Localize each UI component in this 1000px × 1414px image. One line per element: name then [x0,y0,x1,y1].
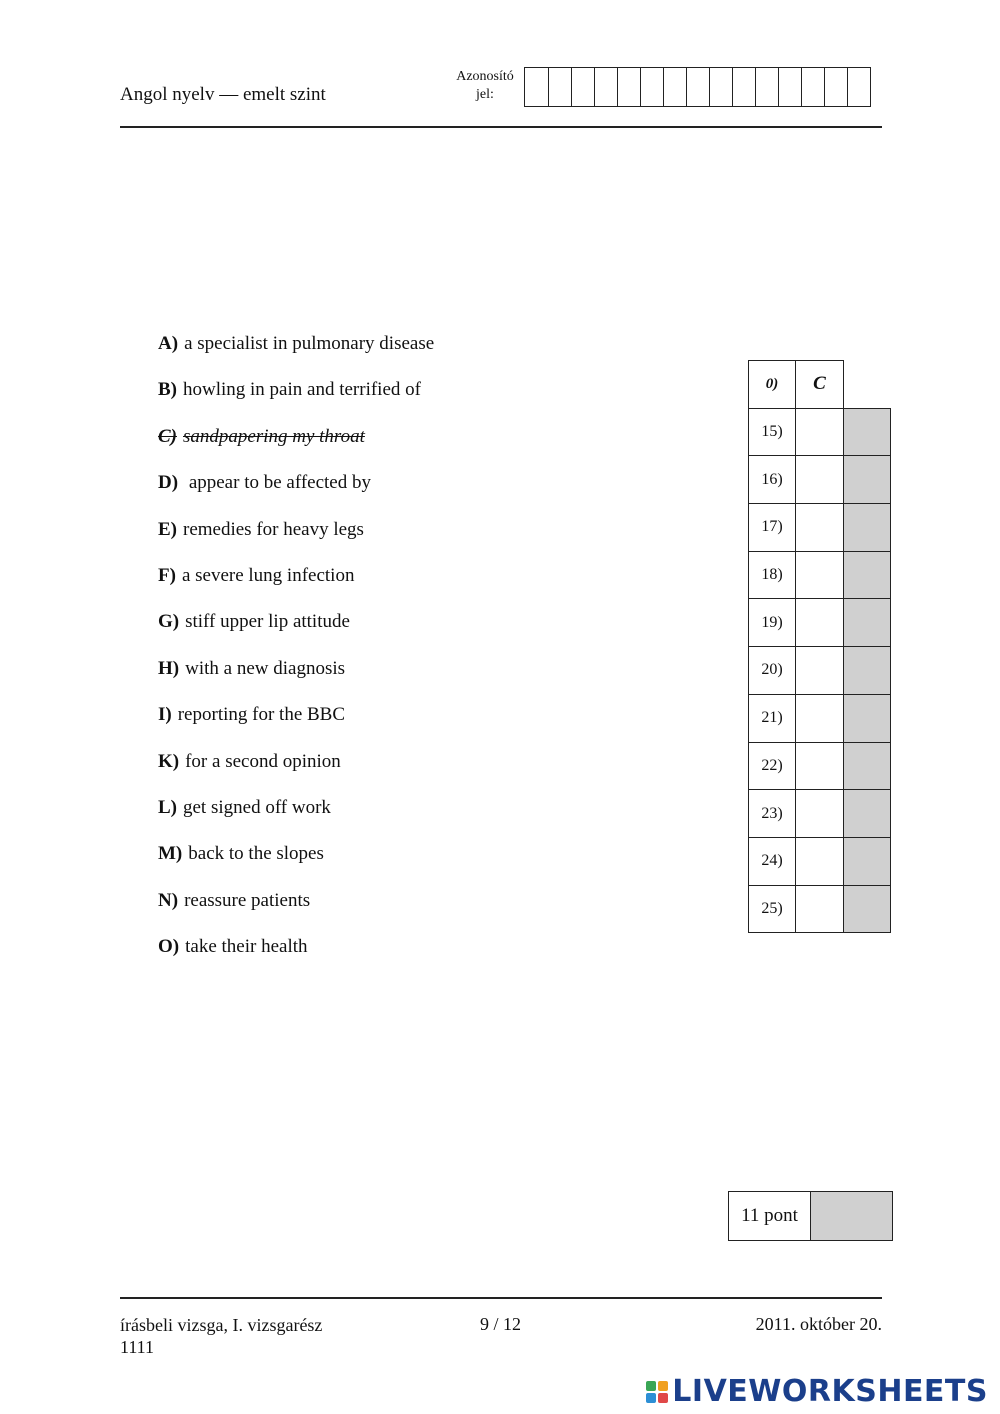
answer-row [748,552,891,600]
answer-cell[interactable] [795,551,844,600]
option-letter: M) [158,843,183,865]
answer-cell[interactable] [795,598,844,647]
answer-row-number: 0) [748,360,796,409]
id-code-boxes[interactable] [524,67,871,107]
id-code-box[interactable] [525,68,548,106]
header-rule [120,126,882,128]
option-item [158,332,434,356]
answer-row-number: 19) [748,598,796,647]
option-item [158,889,310,913]
score-cell [843,646,891,695]
score-cell [843,598,891,647]
answer-row-number: 17) [748,503,796,552]
option-letter: I) [158,704,172,726]
answer-cell[interactable] [795,742,844,791]
option-text: a specialist in pulmonary disease [184,333,435,354]
answer-row-number: 16) [748,455,796,504]
id-code-box[interactable] [548,68,571,106]
id-code-box[interactable] [755,68,778,106]
points-score-cell [811,1192,892,1240]
answer-cell[interactable] [795,455,844,504]
option-text: for a second opinion [185,750,341,772]
brand-icon-square [658,1393,668,1403]
option-letter: C) [158,425,177,447]
option-text: howling in pain and terrified of [183,379,421,401]
score-cell [843,551,891,600]
brand-name: LIVEWORKSHEETS [672,1374,988,1409]
answer-row [748,886,891,934]
score-cell [843,885,891,934]
score-cell [843,789,891,838]
option-text: a severe lung infection [181,565,355,586]
option-item [158,425,365,449]
answer-row [748,456,891,504]
option-letter: N) [158,889,179,911]
id-code-box[interactable] [640,68,663,106]
points-box [728,1191,893,1241]
option-text: appear to be affected by [184,472,371,494]
option-item [158,842,324,866]
answer-row-number: 20) [748,646,796,695]
answer-row-number: 23) [748,789,796,838]
answer-row-example [748,361,891,409]
id-code-box[interactable] [732,68,755,106]
id-label [446,68,524,104]
id-code-box[interactable] [847,68,870,106]
option-item [158,703,345,727]
header-title: Angol nyelv — emelt szint [120,84,326,105]
id-code-box[interactable] [709,68,732,106]
id-code-box[interactable] [571,68,594,106]
answer-row-number: 18) [748,551,796,600]
answer-cell: C [795,360,844,409]
answer-row [748,838,891,886]
brand-icon-square [646,1393,656,1403]
option-letter: A) [158,333,179,354]
footer-rule [120,1297,882,1299]
answer-row-number: 25) [748,885,796,934]
option-letter: F) [158,565,176,586]
score-cell [843,742,891,791]
answer-cell[interactable] [795,837,844,886]
option-text: back to the slopes [188,843,324,865]
score-cell [843,694,891,743]
footer-exam-info [120,1314,322,1358]
answer-row [748,743,891,791]
brand-icon-square [646,1381,656,1391]
option-item [158,564,354,588]
option-text: get signed off work [183,797,331,818]
answer-cell[interactable] [795,503,844,552]
option-text: sandpapering my throat [183,425,365,447]
option-letter: O) [158,936,180,958]
option-letter: D) [158,472,179,494]
option-item [158,471,371,495]
answer-row [748,790,891,838]
score-cell [843,837,891,886]
option-text: with a new diagnosis [185,657,346,679]
answer-row [748,504,891,552]
answer-cell[interactable] [795,694,844,743]
points-label: 11 pont [729,1192,811,1240]
answer-cell[interactable] [795,789,844,838]
answer-row [748,647,891,695]
option-letter: E) [158,518,177,540]
id-label-line2: jel: [476,87,494,102]
footer-exam-part: írásbeli vizsga, I. vizsgarész [120,1315,323,1335]
option-letter: K) [158,750,180,772]
option-item [158,657,345,681]
option-item [158,935,308,959]
id-code-box[interactable] [824,68,847,106]
option-letter: H) [158,657,180,679]
id-code-box[interactable] [594,68,617,106]
option-item [158,378,421,402]
option-letter: L) [158,797,177,818]
answer-row [748,599,891,647]
footer-exam-code: 1111 [120,1337,154,1357]
option-item [158,750,341,774]
answer-grid [748,361,891,933]
option-text: reporting for the BBC [177,704,346,726]
option-text: remedies for heavy legs [183,518,364,540]
liveworksheets-logo[interactable] [646,1374,988,1409]
score-cell [843,503,891,552]
option-letter: G) [158,611,180,633]
option-item [158,796,331,820]
id-code-box[interactable] [617,68,640,106]
answer-row [748,409,891,457]
score-cell [843,408,891,457]
option-item [158,518,364,542]
answer-cell[interactable] [795,408,844,457]
answer-cell[interactable] [795,646,844,695]
option-text: stiff upper lip attitude [185,611,350,633]
brand-icon-square [658,1381,668,1391]
answer-row-number: 22) [748,742,796,791]
answer-row-number: 21) [748,694,796,743]
id-code-box[interactable] [778,68,801,106]
id-label-line1: Azonosító [456,69,514,84]
option-text: reassure patients [184,889,311,911]
footer-page-number: 9 / 12 [480,1314,522,1334]
option-item [158,610,350,634]
id-code-box[interactable] [801,68,824,106]
option-text: take their health [185,936,308,958]
answer-row-number: 24) [748,837,796,886]
answer-cell[interactable] [795,885,844,934]
id-code-box[interactable] [663,68,686,106]
footer-date: 2011. október 20. [755,1314,882,1334]
id-code-box[interactable] [686,68,709,106]
liveworksheets-icon [646,1381,668,1403]
answer-row-number: 15) [748,408,796,457]
answer-row [748,695,891,743]
option-letter: B) [158,379,177,401]
score-cell [843,455,891,504]
